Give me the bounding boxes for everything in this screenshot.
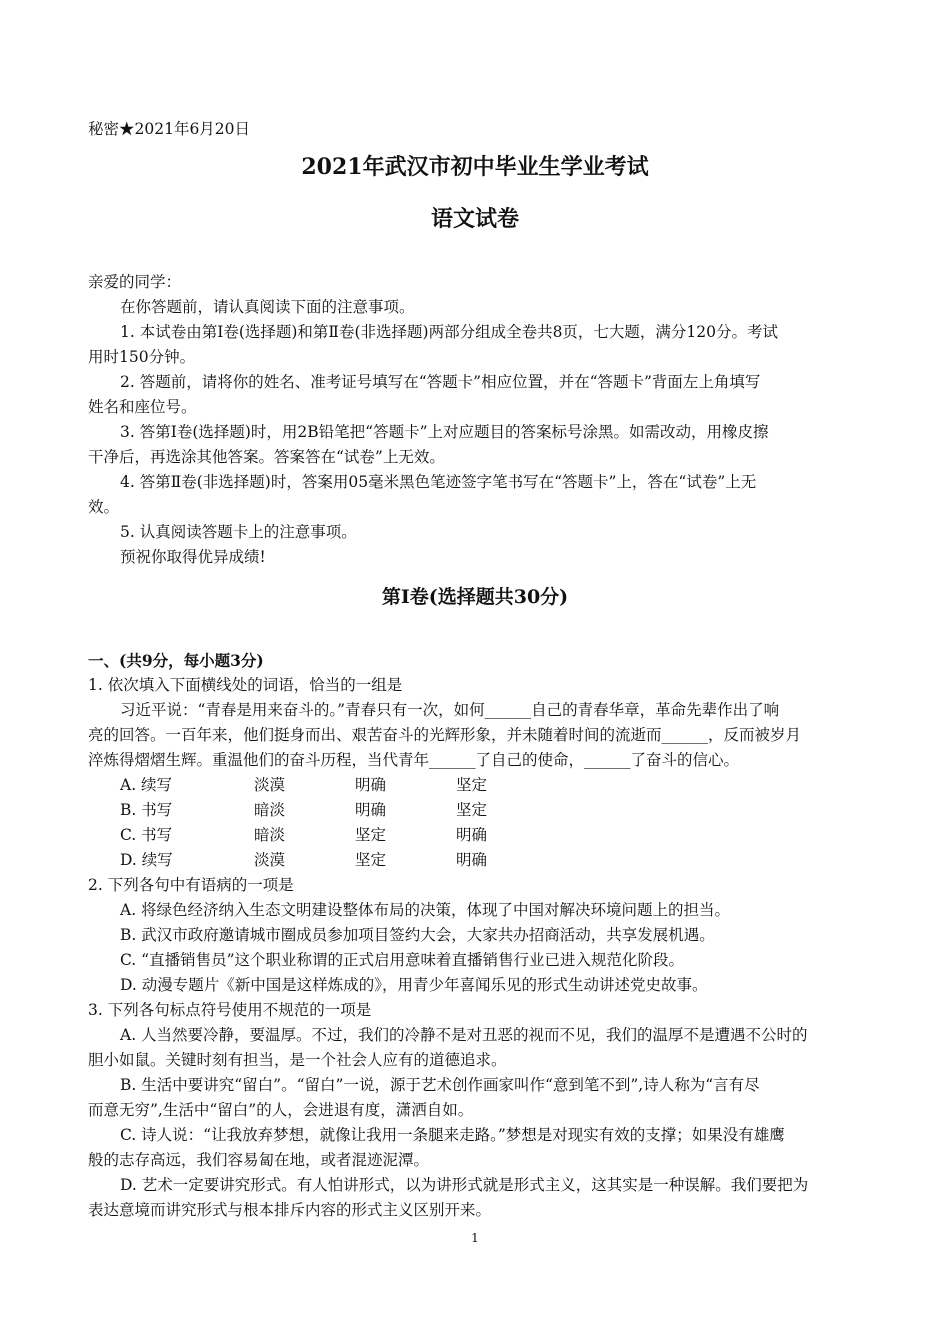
q3-option: D. 艺术一定要讲究形式。有人怕讲形式，以为讲形式就是形式主义，这其实是一种误解。我们要把为 bbox=[120, 1176, 809, 1194]
part-heading: 一、(共9分，每小题3分) bbox=[88, 651, 264, 670]
notice-wish: 预祝你取得优异成绩! bbox=[120, 548, 266, 566]
option-word: 明确 bbox=[456, 851, 488, 869]
notice-item-cont: 用时150分钟。 bbox=[88, 348, 196, 366]
question-passage: 习近平说：“青春是用来奋斗的。”青春只有一次，如何______自己的青春华章，革命先辈作出了响 bbox=[120, 701, 780, 719]
notice-greeting: 亲爱的同学： bbox=[88, 273, 182, 291]
question-passage: 淬炼得熠熠生辉。重温他们的奋斗历程，当代青年______了自己的使命，______了奋斗的信心。 bbox=[88, 751, 740, 769]
option-word: 淡漠 bbox=[254, 776, 286, 794]
q2-option: C. “直播销售员”这个职业称谓的正式启用意味着直播销售行业已进入规范化阶段。 bbox=[120, 951, 685, 969]
notice-item: 1. 本试卷由第Ⅰ卷(选择题)和第Ⅱ卷(非选择题)两部分组成全卷共8页，七大题，满分120分。考试 bbox=[120, 323, 779, 341]
notice-item: 5. 认真阅读答题卡上的注意事项。 bbox=[120, 523, 357, 541]
q3-option: C. 诗人说：“让我放弃梦想，就像让我用一条腿来走路。”梦想是对现实有效的支撑；如果没有雄鹰 bbox=[120, 1126, 785, 1144]
q2-option: A. 将绿色经济纳入生态文明建设整体布局的决策，体现了中国对解决环境问题上的担当。 bbox=[120, 901, 731, 919]
q3-option-cont: 而意无穷”,生活中“留白”的人，会进退有度，潇洒自如。 bbox=[88, 1101, 474, 1119]
option-label: D. 续写 bbox=[120, 851, 173, 869]
notice-item-cont: 姓名和座位号。 bbox=[88, 398, 197, 416]
option-word: 坚定 bbox=[355, 851, 387, 869]
question-stem: 2. 下列各句中有语病的一项是 bbox=[88, 876, 294, 894]
option-word: 明确 bbox=[456, 826, 488, 844]
confidential-date: 秘密★2021年6月20日 bbox=[88, 120, 251, 138]
option-word: 坚定 bbox=[456, 801, 488, 819]
q3-option-cont: 表达意境而讲究形式与根本排斥内容的形式主义区别开来。 bbox=[88, 1201, 492, 1219]
option-word: 明确 bbox=[355, 776, 387, 794]
option-word: 暗淡 bbox=[254, 826, 286, 844]
option-label: A. 续写 bbox=[120, 776, 173, 794]
option-word: 明确 bbox=[355, 801, 387, 819]
notice-item-cont: 效。 bbox=[88, 498, 120, 516]
page-number: 1 bbox=[471, 1231, 479, 1245]
section-title: 第Ⅰ卷(选择题共30分) bbox=[381, 586, 569, 608]
q3-option: A. 人当然要冷静，要温厚。不过，我们的冷静不是对丑恶的视而不见，我们的温厚不是遭遇不公时的 bbox=[120, 1026, 808, 1044]
q3-option-cont: 般的志存高远，我们容易匐在地，或者混迹泥潭。 bbox=[88, 1151, 430, 1169]
option-label: B. 书写 bbox=[120, 801, 173, 819]
q3-option-cont: 胆小如鼠。关键时刻有担当，是一个社会人应有的道德追求。 bbox=[88, 1051, 507, 1069]
question-stem: 1. 依次填入下面横线处的词语，恰当的一组是 bbox=[88, 676, 403, 694]
notice-intro: 在你答题前，请认真阅读下面的注意事项。 bbox=[120, 298, 415, 316]
option-word: 淡漠 bbox=[254, 851, 286, 869]
paper-subtitle: 语文试卷 bbox=[430, 206, 519, 232]
notice-item: 3. 答第Ⅰ卷(选择题)时，用2B铅笔把“答题卡”上对应题目的答案标号涂黑。如需改动，用橡皮擦 bbox=[120, 423, 769, 441]
q2-option: D. 动漫专题片《新中国是这样炼成的》，用青少年喜闻乐见的形式生动讲述党史故事。 bbox=[120, 976, 708, 994]
q3-option: B. 生活中要讲究“留白”。“留白”一说，源于艺术创作画家叫作“意到笔不到”,诗人称为“言有尽 bbox=[120, 1076, 760, 1094]
notice-item: 2. 答题前，请将你的姓名、准考证号填写在“答题卡”相应位置，并在“答题卡”背面左上角填写 bbox=[120, 373, 761, 391]
question-passage: 亮的回答。一百年来，他们挺身而出、艰苦奋斗的光辉形象，并未随着时间的流逝而______，反而被岁月 bbox=[88, 726, 802, 744]
option-word: 暗淡 bbox=[254, 801, 286, 819]
exam-title: 2021年武汉市初中毕业生学业考试 bbox=[301, 154, 649, 180]
q2-option: B. 武汉市政府邀请城市圈成员参加项目签约大会，大家共办招商活动，共享发展机遇。 bbox=[120, 926, 715, 944]
option-word: 坚定 bbox=[355, 826, 387, 844]
notice-item: 4. 答第Ⅱ卷(非选择题)时，答案用05毫米黑色笔迹签字笔书写在“答题卡”上，答在“试卷”上无 bbox=[120, 473, 757, 491]
question-stem: 3. 下列各句标点符号使用不规范的一项是 bbox=[88, 1001, 372, 1019]
notice-item-cont: 干净后，再选涂其他答案。答案答在“试卷”上无效。 bbox=[88, 448, 445, 466]
option-label: C. 书写 bbox=[120, 826, 173, 844]
option-word: 坚定 bbox=[456, 776, 488, 794]
